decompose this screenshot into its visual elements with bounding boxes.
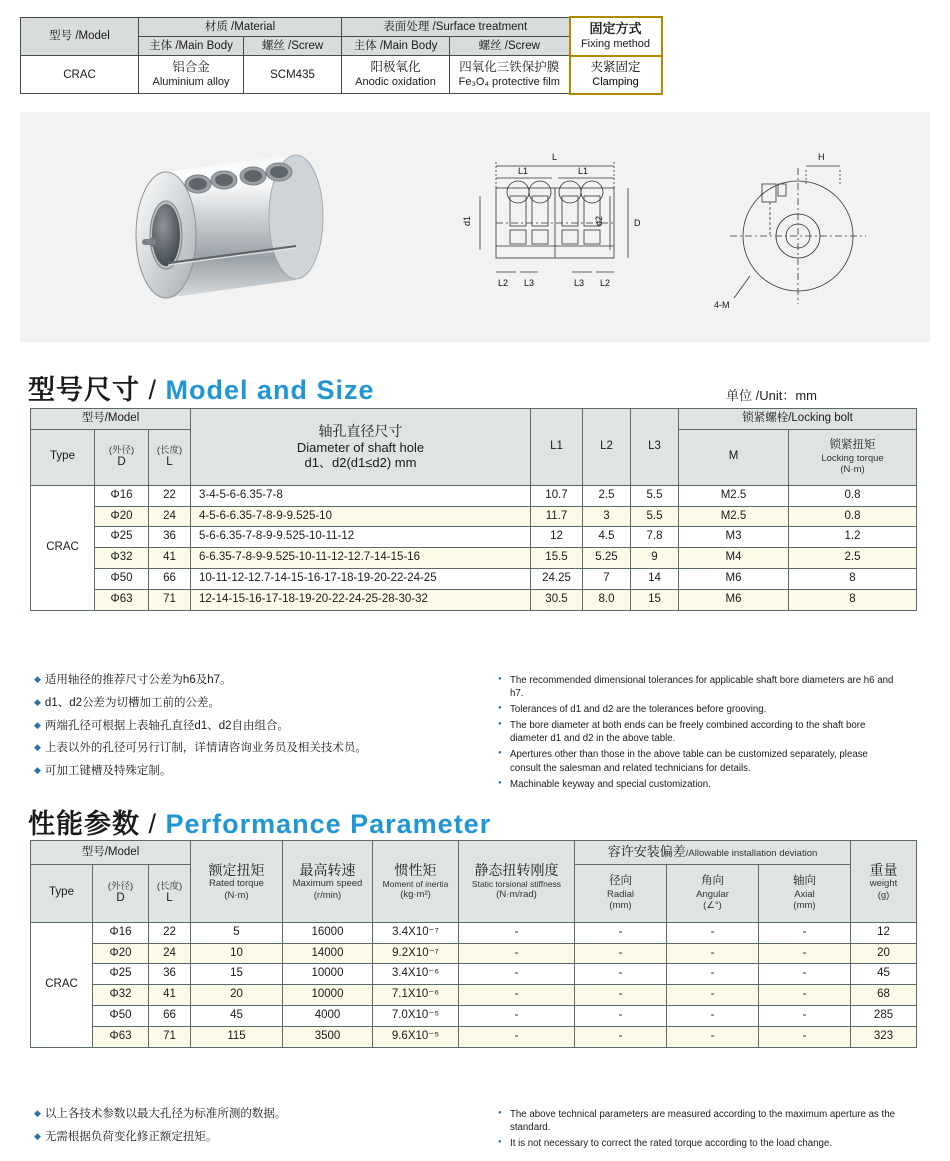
spec-header-row-1 (21, 17, 662, 36)
inertia-cn: 惯性矩 (394, 862, 437, 879)
cell-L: 22 (149, 922, 191, 943)
stiffness-unit: (N·m/rad) (496, 889, 537, 901)
model-size-title-cn: 型号尺寸 (28, 375, 140, 405)
material-body-en: Aluminium alloy (152, 75, 230, 88)
table-row (31, 985, 917, 1006)
perf-header-L-sym: L (166, 892, 173, 905)
bullet-icon: ◆ (34, 765, 41, 776)
cell-inertia: 3.4X10⁻⁶ (373, 964, 459, 985)
table-row (31, 1026, 917, 1047)
cell-stiffness: - (459, 1026, 575, 1047)
performance-title-slash: / (148, 809, 158, 839)
spec-data-row (21, 56, 662, 94)
weight-unit: (g) (877, 889, 890, 901)
bullet-icon: ◆ (34, 674, 41, 684)
perf-header-type: Type (31, 864, 93, 922)
perf-header-angular (667, 864, 759, 922)
deviation-cn: 容许安装偏差 (607, 844, 686, 859)
model-size-title (28, 368, 375, 407)
cell-L: 22 (149, 485, 191, 506)
note-item (34, 718, 464, 736)
note-item: ● The recommended dimensional tolerances for applicable shaft bore diameters are h6 and h7. (498, 674, 898, 700)
cell-L2: 4.5 (583, 527, 631, 548)
rated-torque-unit: (N·m) (224, 889, 249, 901)
cell-axial: - (759, 964, 851, 985)
note-item: ● The above technical parameters are measured according to the maximum aperture as the standard. (498, 1108, 898, 1134)
cell-angular: - (667, 985, 759, 1006)
perf-header-radial (575, 864, 667, 922)
side-view-drawing (460, 126, 660, 326)
cell-L3: 5.5 (631, 506, 679, 527)
cell-rated-torque: 10 (191, 943, 283, 964)
cell-weight: 285 (851, 1005, 917, 1026)
perf-header-D-cn: (外径) (107, 880, 134, 892)
note-item: ● The bore diameter at both ends can be freely combined according to the shaft bore diameter d1 and d2 in the above table. (498, 719, 898, 745)
cell-L: 41 (149, 548, 191, 569)
size-notes-cn (34, 672, 464, 786)
note-item (34, 1129, 464, 1147)
perf-header-L-cn: (长度) (156, 880, 183, 892)
torque-header-cn: 锁紧扭矩 (829, 439, 876, 451)
cell-L3: 14 (631, 568, 679, 589)
inertia-unit: (kg·m²) (400, 889, 431, 901)
cell-D: Φ32 (93, 985, 149, 1006)
performance-title (28, 802, 491, 841)
cell-inertia: 7.0X10⁻⁵ (373, 1005, 459, 1026)
perf-notes-cn (34, 1106, 464, 1152)
size-header-L-sym: L (166, 456, 173, 469)
bore-title-en: Diameter of shaft hole (296, 439, 425, 455)
cell-M: M2.5 (679, 485, 789, 506)
size-header-bolt: 锁紧螺栓/Locking bolt (679, 409, 917, 430)
bullet-icon: ◆ (34, 1108, 41, 1118)
cell-D: Φ32 (95, 548, 149, 569)
cell-speed: 4000 (283, 1005, 373, 1026)
rated-torque-en: Rated torque (209, 878, 264, 890)
cell-inertia: 9.6X10⁻⁵ (373, 1026, 459, 1047)
cell-D: Φ25 (93, 964, 149, 985)
cell-radial: - (575, 964, 667, 985)
cell-speed: 10000 (283, 964, 373, 985)
dim-d1: d1 (462, 215, 472, 226)
cell-L3: 15 (631, 589, 679, 610)
note-text: d1、d2公差为切槽加工前的公差。 (44, 696, 221, 709)
cell-D: Φ16 (93, 922, 149, 943)
surface-screw-en: Fe₃O₄ protective film (458, 75, 560, 88)
fixing-method-cn: 固定方式 (589, 21, 642, 37)
size-table-wrapper (30, 408, 917, 611)
spec-surface-body (342, 56, 450, 94)
note-text: 无需根据负荷变化修正额定扭矩。 (44, 1130, 218, 1143)
cell-D: Φ20 (93, 943, 149, 964)
dim-d2: d2 (594, 215, 604, 226)
note-item: ● Apertures other than those in the above table can be customized separately, please consult the salesman and related technicians for details. (498, 748, 898, 774)
size-header-L3: L3 (631, 409, 679, 486)
cell-weight: 20 (851, 943, 917, 964)
cell-axial: - (759, 985, 851, 1006)
cell-torque: 8 (789, 589, 917, 610)
axial-unit: (mm) (793, 900, 816, 912)
spec-surface-screw (450, 56, 570, 94)
cell-L1: 24.25 (531, 568, 583, 589)
note-text: 两端孔径可根据上表轴孔直径d1、d2自由组合。 (44, 719, 290, 732)
specification-table-wrapper (20, 16, 930, 95)
axial-cn: 轴向 (793, 875, 816, 887)
cell-L1: 30.5 (531, 589, 583, 610)
cell-rated-torque: 45 (191, 1005, 283, 1026)
cell-D: Φ63 (95, 589, 149, 610)
performance-title-en: Performance Parameter (165, 809, 492, 839)
cell-L2: 8.0 (583, 589, 631, 610)
table-row (31, 527, 917, 548)
size-header-M: M (679, 429, 789, 485)
material-body-cn: 铝合金 (172, 60, 210, 75)
rated-torque-cn: 额定扭矩 (208, 861, 265, 878)
size-header-L (149, 429, 191, 485)
spec-fixing-value (570, 56, 662, 94)
cell-stiffness: - (459, 943, 575, 964)
cell-radial: - (575, 943, 667, 964)
dim-L1-b: L1 (578, 166, 589, 176)
fixing-value-en: Clamping (592, 75, 639, 88)
cell-torque: 2.5 (789, 548, 917, 569)
cell-D: Φ50 (95, 568, 149, 589)
bullet-icon: ◆ (34, 742, 41, 753)
radial-en: Radial (607, 888, 634, 900)
cell-L: 71 (149, 1026, 191, 1047)
bore-title-detail: d1、d2(d1≤d2) mm (304, 455, 417, 471)
table-row (31, 568, 917, 589)
cell-L3: 7.8 (631, 527, 679, 548)
dim-L: L (552, 152, 558, 162)
specification-table (20, 16, 663, 95)
note-item (34, 1106, 464, 1124)
cell-L3: 5.5 (631, 485, 679, 506)
performance-table (30, 840, 917, 1048)
model-size-table (30, 408, 917, 611)
cell-L: 24 (149, 943, 191, 964)
perf-notes-en (498, 1108, 898, 1153)
dim-D: D (634, 218, 641, 228)
cell-weight: 323 (851, 1026, 917, 1047)
note-item: ● Tolerances of d1 and d2 are the tolerances before grooving. (498, 703, 898, 716)
cell-stiffness: - (459, 1005, 575, 1026)
cell-inertia: 9.2X10⁻⁷ (373, 943, 459, 964)
torque-header-en: Locking torque (821, 452, 884, 464)
size-header-bore (191, 409, 531, 486)
spec-header-screw-2: 螺丝 /Screw (450, 36, 570, 55)
perf-header-row-1 (31, 841, 917, 865)
perf-header-model: 型号/Model (31, 841, 191, 865)
cell-speed: 16000 (283, 922, 373, 943)
speed-en: Maximum speed (292, 878, 363, 890)
perf-header-D (93, 864, 149, 922)
cell-L2: 5.25 (583, 548, 631, 569)
cell-L: 24 (149, 506, 191, 527)
cell-L: 71 (149, 589, 191, 610)
cell-rated-torque: 20 (191, 985, 283, 1006)
cell-radial: - (575, 922, 667, 943)
cell-angular: - (667, 1026, 759, 1047)
cell-M: M6 (679, 568, 789, 589)
cell-radial: - (575, 1005, 667, 1026)
dim-4M: 4-M (714, 300, 730, 310)
cell-L3: 9 (631, 548, 679, 569)
weight-en: weight (869, 878, 898, 890)
perf-header-speed (283, 841, 373, 923)
radial-unit: (mm) (609, 900, 632, 912)
cell-axial: - (759, 943, 851, 964)
dim-L3-a: L3 (524, 278, 535, 288)
note-text: 可加工键槽及特殊定制。 (44, 765, 172, 778)
cell-rated-torque: 115 (191, 1026, 283, 1047)
spec-header-model: 型号 /Model (21, 17, 139, 56)
deviation-en: /Allowable installation deviation (685, 848, 818, 859)
cell-bore: 3-4-5-6-6.35-7-8 (191, 485, 531, 506)
note-item (34, 695, 464, 713)
size-notes-en (498, 674, 898, 794)
spec-main-body-material (139, 56, 244, 94)
cell-bore: 12-14-15-16-17-18-19-20-22-24-25-28-30-32 (191, 589, 531, 610)
bore-title-cn: 轴孔直径尺寸 (318, 422, 403, 439)
perf-header-rated-torque (191, 841, 283, 923)
cell-radial: - (575, 985, 667, 1006)
cell-M: M3 (679, 527, 789, 548)
cell-inertia: 3.4X10⁻⁷ (373, 922, 459, 943)
angular-unit: (∠°) (703, 900, 722, 912)
end-view-drawing (710, 126, 890, 326)
bullet-icon: ◆ (34, 1130, 41, 1141)
cell-torque: 8 (789, 568, 917, 589)
note-text: 适用轴径的推荐尺寸公差为h6及h7。 (44, 674, 232, 686)
cell-M: M6 (679, 589, 789, 610)
fixing-value-cn: 夹紧固定 (590, 60, 641, 75)
cell-torque: 0.8 (789, 506, 917, 527)
cell-angular: - (667, 1005, 759, 1026)
coupling-3d-image (120, 132, 380, 322)
perf-header-stiffness (459, 841, 575, 923)
table-row (31, 589, 917, 610)
cell-bore: 5-6-6.35-7-8-9-9.525-10-11-12 (191, 527, 531, 548)
cell-L1: 11.7 (531, 506, 583, 527)
perf-header-axial (759, 864, 851, 922)
cell-D: Φ20 (95, 506, 149, 527)
cell-M: M2.5 (679, 506, 789, 527)
surface-body-en: Anodic oxidation (355, 75, 436, 88)
size-header-type: Type (31, 429, 95, 485)
size-header-D (95, 429, 149, 485)
radial-cn: 径向 (609, 875, 632, 887)
dim-H: H (818, 152, 825, 162)
spec-screw-material: SCM435 (244, 56, 342, 94)
cell-L1: 15.5 (531, 548, 583, 569)
perf-header-weight (851, 841, 917, 923)
angular-cn: 角向 (701, 875, 724, 887)
cell-stiffness: - (459, 922, 575, 943)
surface-screw-cn: 四氧化三铁保护膜 (459, 60, 560, 75)
cell-D: Φ25 (95, 527, 149, 548)
dim-L1-a: L1 (518, 166, 529, 176)
cell-radial: - (575, 1026, 667, 1047)
cell-bore: 10-11-12-12.7-14-15-16-17-18-19-20-22-24-25 (191, 568, 531, 589)
spec-header-screw: 螺丝 /Screw (244, 36, 342, 55)
cell-axial: - (759, 922, 851, 943)
size-header-model: 型号/Model (31, 409, 191, 430)
spec-header-main-body-2: 主体 /Main Body (342, 36, 450, 55)
cell-bore: 4-5-6-6.35-7-8-9-9.525-10 (191, 506, 531, 527)
dim-L2-b: L2 (600, 278, 611, 288)
stiffness-en: Static torsional stiffness (471, 879, 562, 889)
cell-angular: - (667, 922, 759, 943)
cell-L: 36 (149, 964, 191, 985)
size-header-D-sym: D (117, 456, 126, 469)
model-size-title-en: Model and Size (165, 375, 375, 405)
bullet-icon: ◆ (34, 696, 41, 707)
cell-inertia: 7.1X10⁻⁶ (373, 985, 459, 1006)
cell-speed: 14000 (283, 943, 373, 964)
spec-header-surface: 表面处理 /Surface treatment (342, 17, 570, 36)
cell-angular: - (667, 964, 759, 985)
stiffness-cn: 静态扭转刚度 (474, 862, 559, 879)
inertia-en: Moment of inertia (382, 879, 449, 889)
cell-weight: 45 (851, 964, 917, 985)
cell-bore: 6-6.35-7-8-9-9.525-10-11-12-12.7-14-15-16 (191, 548, 531, 569)
angular-en: Angular (696, 888, 729, 900)
size-header-torque (789, 429, 917, 485)
size-type-value: CRAC (31, 485, 95, 610)
cell-D: Φ63 (93, 1026, 149, 1047)
model-size-title-slash: / (148, 375, 158, 405)
note-item: ● It is not necessary to correct the rated torque according to the load change. (498, 1137, 898, 1150)
performance-title-cn: 性能参数 (28, 809, 140, 839)
table-row (31, 1005, 917, 1026)
size-header-L1: L1 (531, 409, 583, 486)
cell-angular: - (667, 943, 759, 964)
perf-type-value: CRAC (31, 922, 93, 1047)
size-header-L-cn: (长度) (156, 444, 183, 456)
weight-cn: 重量 (869, 861, 898, 878)
bullet-icon: ◆ (34, 719, 41, 730)
spec-header-main-body: 主体 /Main Body (139, 36, 244, 55)
fixing-method-en: Fixing method (580, 37, 651, 50)
cell-M: M4 (679, 548, 789, 569)
cell-D: Φ16 (95, 485, 149, 506)
note-item (34, 672, 464, 690)
perf-header-D-sym: D (116, 892, 125, 905)
size-header-L2: L2 (583, 409, 631, 486)
cell-torque: 1.2 (789, 527, 917, 548)
cell-L: 66 (149, 1005, 191, 1026)
cell-axial: - (759, 1005, 851, 1026)
table-row (31, 922, 917, 943)
cell-speed: 3500 (283, 1026, 373, 1047)
table-row (31, 943, 917, 964)
torque-header-unit: (N·m) (840, 464, 865, 476)
cell-L1: 10.7 (531, 485, 583, 506)
note-item (34, 740, 464, 758)
cell-torque: 0.8 (789, 485, 917, 506)
cell-L2: 2.5 (583, 485, 631, 506)
perf-header-inertia (373, 841, 459, 923)
note-text: 上表以外的孔径可另行订制，详情请咨询业务员及相关技术员。 (44, 742, 367, 755)
axial-en: Axial (794, 888, 815, 900)
cell-L2: 7 (583, 568, 631, 589)
dim-L2-a: L2 (498, 278, 509, 288)
cell-weight: 12 (851, 922, 917, 943)
dim-L3-b: L3 (574, 278, 585, 288)
table-row (31, 964, 917, 985)
cell-L1: 12 (531, 527, 583, 548)
spec-header-fixing (570, 17, 662, 56)
table-row (31, 485, 917, 506)
cell-weight: 68 (851, 985, 917, 1006)
unit-note: 单位 /Unit：mm (726, 388, 818, 403)
note-item (34, 763, 464, 781)
note-text: 以上各技术参数以最大孔径为标准所测的数据。 (44, 1108, 287, 1120)
spec-model-value: CRAC (21, 56, 139, 94)
cell-stiffness: - (459, 985, 575, 1006)
speed-cn: 最高转速 (299, 861, 356, 878)
cell-rated-torque: 15 (191, 964, 283, 985)
perf-header-deviation (575, 841, 851, 865)
cell-D: Φ50 (93, 1005, 149, 1026)
performance-table-wrapper (30, 840, 917, 1048)
table-row (31, 548, 917, 569)
speed-unit: (r/min) (313, 889, 342, 901)
spec-header-material: 材质 /Material (139, 17, 342, 36)
surface-body-cn: 阳极氧化 (370, 60, 421, 75)
size-header-D-cn: (外径) (108, 444, 135, 456)
product-illustration-band (20, 112, 930, 342)
cell-stiffness: - (459, 964, 575, 985)
cell-L: 66 (149, 568, 191, 589)
cell-speed: 10000 (283, 985, 373, 1006)
cell-L: 41 (149, 985, 191, 1006)
cell-L2: 3 (583, 506, 631, 527)
cell-axial: - (759, 1026, 851, 1047)
size-header-row-1 (31, 409, 917, 430)
cell-L: 36 (149, 527, 191, 548)
note-item: ● Machinable keyway and special customization. (498, 778, 898, 791)
perf-header-L (149, 864, 191, 922)
cell-rated-torque: 5 (191, 922, 283, 943)
table-row (31, 506, 917, 527)
